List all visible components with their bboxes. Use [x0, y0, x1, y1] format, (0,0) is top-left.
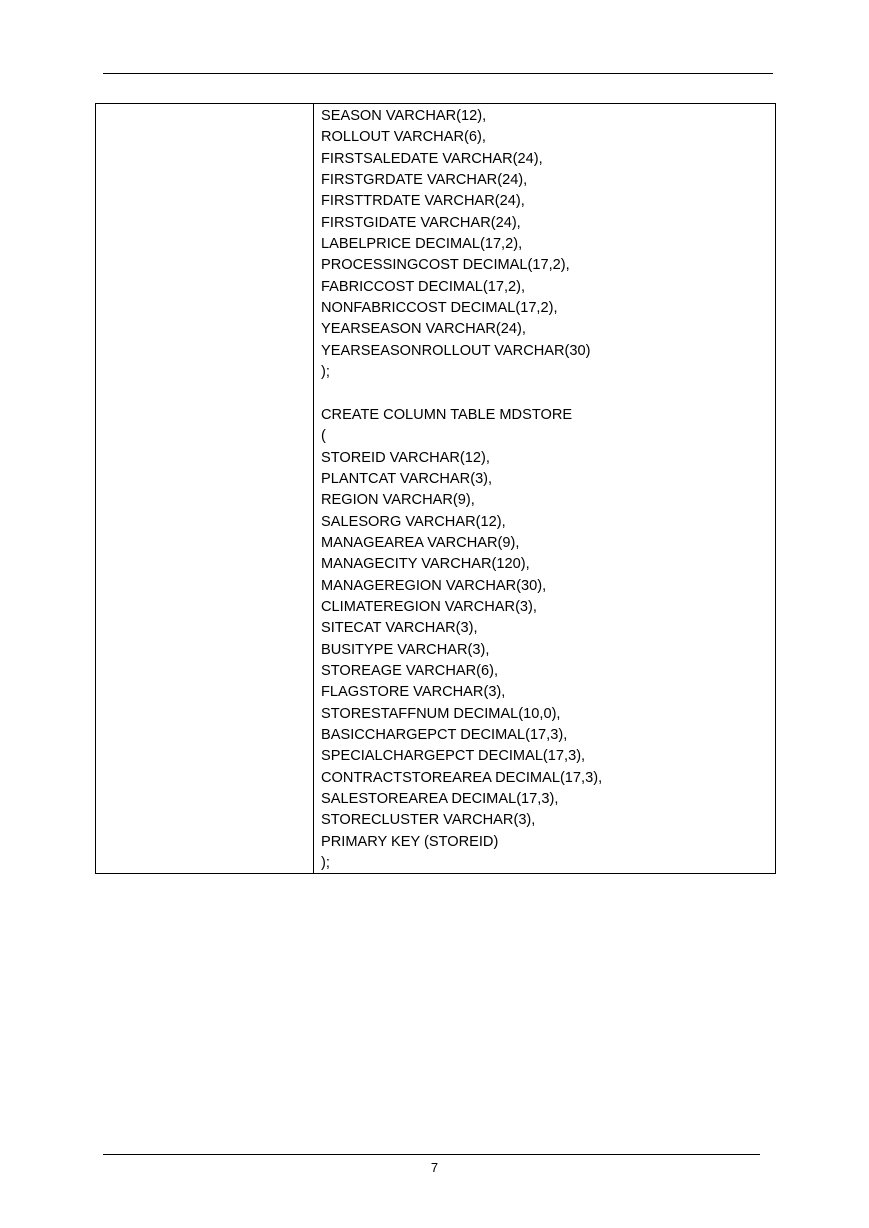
- sql-line: MANAGECITY VARCHAR(120),: [321, 556, 530, 573]
- sql-line: SITECAT VARCHAR(3),: [321, 620, 478, 637]
- sql-line: );: [321, 364, 330, 381]
- sql-line: NONFABRICCOST DECIMAL(17,2),: [321, 300, 558, 317]
- sql-line: [321, 383, 775, 404]
- sql-line: CREATE COLUMN TABLE MDSTORE: [321, 406, 573, 423]
- sql-line: CONTRACTSTOREAREA DECIMAL(17,3),: [321, 769, 603, 786]
- sql-line: ROLLOUT VARCHAR(6),: [321, 129, 486, 146]
- sql-line: STORECLUSTER VARCHAR(3),: [321, 812, 536, 829]
- sql-line: STORESTAFFNUM DECIMAL(10,0),: [321, 705, 561, 722]
- sql-line: PLANTCAT VARCHAR(3),: [321, 470, 493, 487]
- header-rule: [103, 73, 773, 74]
- sql-code-cell: [314, 104, 775, 873]
- sql-line: FIRSTGRDATE VARCHAR(24),: [321, 172, 528, 189]
- sql-table: [95, 103, 776, 874]
- sql-line: BASICCHARGEPCT DECIMAL(17,3),: [321, 726, 568, 743]
- table-left-cell: [96, 104, 314, 873]
- sql-line: STOREAGE VARCHAR(6),: [321, 662, 499, 679]
- sql-line: MANAGEAREA VARCHAR(9),: [321, 534, 520, 551]
- sql-line: FIRSTTRDATE VARCHAR(24),: [321, 193, 525, 210]
- sql-line: YEARSEASONROLLOUT VARCHAR(30): [321, 342, 591, 359]
- sql-line: YEARSEASON VARCHAR(24),: [321, 321, 526, 338]
- sql-line: (: [321, 428, 326, 445]
- sql-line: FIRSTGIDATE VARCHAR(24),: [321, 214, 521, 231]
- sql-line: SALESTOREAREA DECIMAL(17,3),: [321, 791, 559, 807]
- footer-rule: [103, 1154, 760, 1155]
- sql-line: STOREID VARCHAR(12),: [321, 449, 490, 466]
- sql-line: PRIMARY KEY (STOREID): [321, 833, 499, 850]
- sql-line: LABELPRICE DECIMAL(17,2),: [321, 236, 523, 253]
- sql-line: MANAGEREGION VARCHAR(30),: [321, 577, 547, 594]
- sql-line: CLIMATEREGION VARCHAR(3),: [321, 598, 537, 615]
- sql-line: SPECIALCHARGEPCT DECIMAL(17,3),: [321, 748, 586, 765]
- sql-line: BUSITYPE VARCHAR(3),: [321, 641, 490, 658]
- sql-line: SEASON VARCHAR(12),: [321, 108, 487, 124]
- sql-line: PROCESSINGCOST DECIMAL(17,2),: [321, 257, 570, 274]
- sql-line: REGION VARCHAR(9),: [321, 492, 475, 509]
- sql-line: SALESORG VARCHAR(12),: [321, 513, 506, 530]
- sql-line: FIRSTSALEDATE VARCHAR(24),: [321, 150, 543, 167]
- page-number: 7: [430, 1160, 439, 1175]
- sql-line: FLAGSTORE VARCHAR(3),: [321, 684, 506, 701]
- sql-line: FABRICCOST DECIMAL(17,2),: [321, 278, 526, 295]
- sql-line: );: [321, 855, 330, 872]
